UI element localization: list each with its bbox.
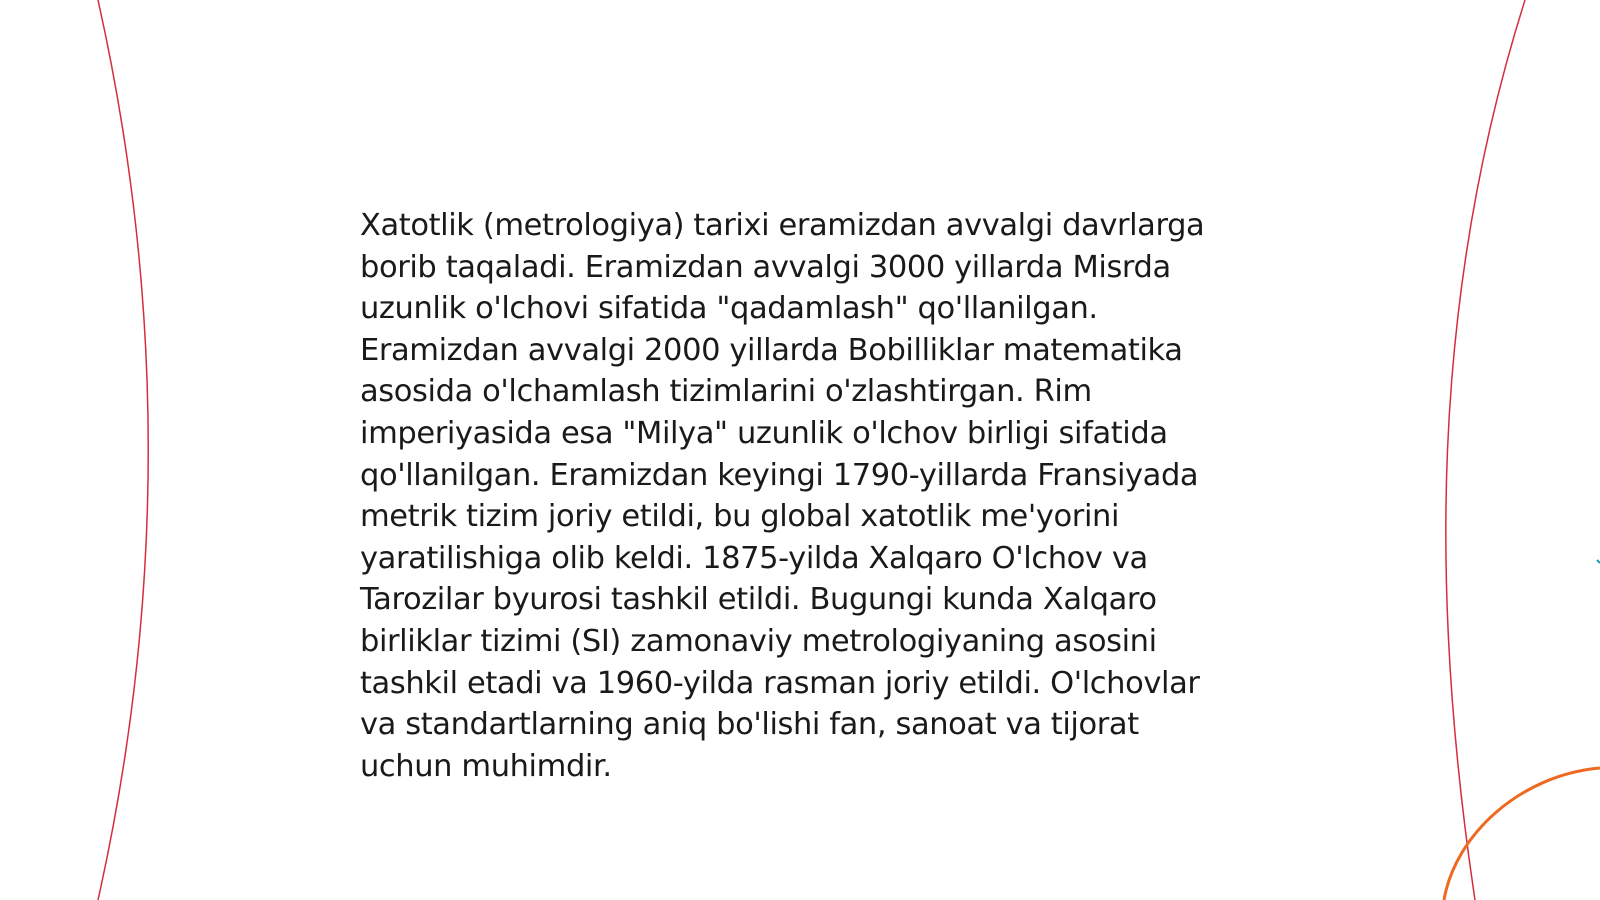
left-curve-line	[98, 0, 148, 900]
body-paragraph: Xatotlik (metrologiya) tarixi eramizdan avvalgi davrlarga borib taqaladi. Eramizdan avvalgi 3000 yillarda Misrda uzunlik o'lchovi sifatida "qadamlash" qo'llanilgan. Eramizdan avvalgi 2000 yillarda Bobilliklar matematika asosida o'lchamlash tizimlarini o'zlashtirgan. Rim imperiyasida esa "Milya" uzunlik o'lchov birligi sifatida qo'llanilgan. Eramizdan keyingi 1790-yillarda Fransiyada metrik tizim joriy etildi, bu global xatotlik me'yorini yaratilishiga olib keldi. 1875-yilda Xalqaro O'lchov va Tarozilar byurosi tashkil etildi. Bugungi kunda Xalqaro birliklar tizimi (SI) zamonaviy metrologiyaning asosini tashkil etadi va 1960-yilda rasman joriy etildi. O'lchovlar va standartlarning aniq bo'lishi fan, sanoat va tijorat uchun muhimdir.	[360, 208, 1205, 784]
orange-arc	[1444, 768, 1600, 900]
right-curve-line	[1446, 0, 1525, 900]
